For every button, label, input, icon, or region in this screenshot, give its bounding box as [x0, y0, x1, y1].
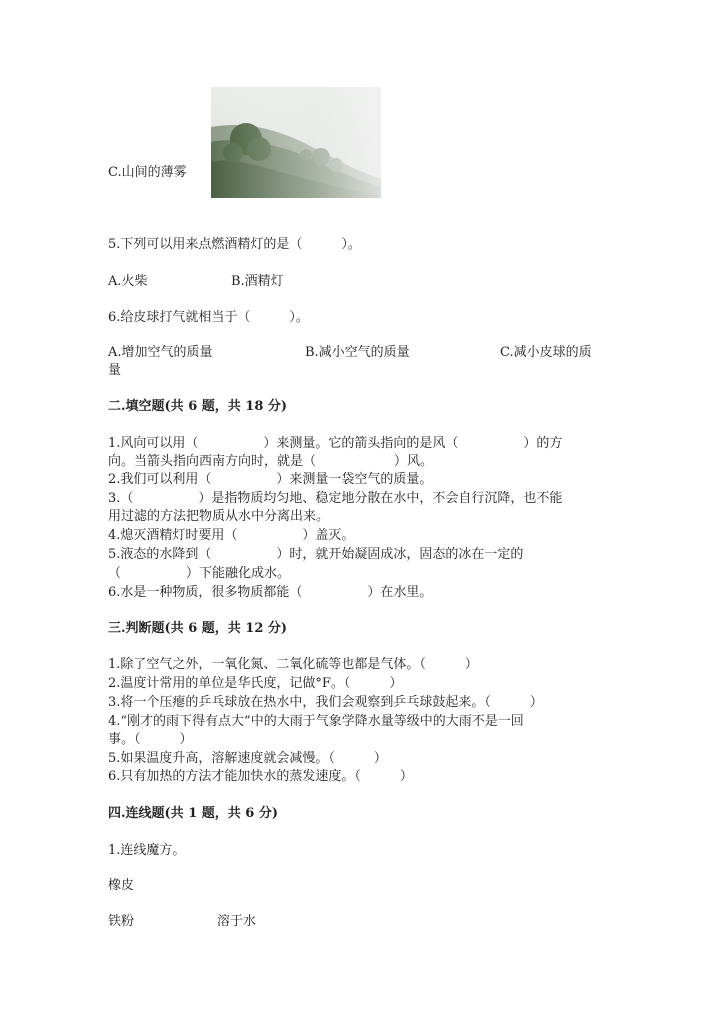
mist-photo-image — [211, 87, 381, 198]
s2-line: 6.水是一种物质，很多物质都能（ ）在水里。 — [108, 585, 433, 600]
mist-photo — [211, 87, 381, 198]
s3-line: 4.“刚才的雨下得有点大”中的大雨于气象学降水量等级中的大雨不是一回 — [108, 714, 524, 729]
section-4-title: 四.连线题(共 1 题，共 6 分) — [108, 806, 279, 821]
q5-option-b: B.酒精灯 — [231, 274, 284, 289]
s3-line: 事。（ ） — [108, 732, 193, 747]
q6-option-c: C.减小皮球的质 — [500, 345, 592, 360]
question-6: 6.给皮球打气就相当于（ ）。 — [108, 310, 309, 325]
match-item-iron-powder: 铁粉 — [108, 914, 135, 929]
q5-option-a: A.火柴 — [108, 274, 148, 289]
q6-option-c-continued: 量 — [108, 363, 122, 378]
s2-line: 向。当箭头指向西南方向时，就是（ ）风。 — [108, 454, 434, 469]
s2-line: 3.（ ）是指物质均匀地、稳定地分散在水中，不会自行沉降，也不能 — [108, 491, 563, 506]
match-target-dissolves: 溶于水 — [217, 914, 257, 929]
s2-line: 1.风向可以用（ ）来测量。它的箭头指向的是风（ ）的方 — [108, 436, 563, 451]
q6-option-a: A.增加空气的质量 — [108, 345, 213, 360]
s3-line: 1.除了空气之外，一氧化氮、二氧化硫等也都是气体。（ ） — [108, 657, 478, 672]
section-3-title: 三.判断题(共 6 题，共 12 分) — [108, 621, 288, 636]
s3-line: 3.将一个压瘪的乒乓球放在热水中，我们会观察到乒乓球鼓起来。（ ） — [108, 695, 543, 710]
s3-line: 2.温度计常用的单位是华氏度，记做°F。（ ） — [108, 676, 403, 691]
s2-line: 5.液态的水降到（ ）时，就开始凝固成冰，固态的冰在一定的 — [108, 547, 524, 562]
s3-line: 6.只有加热的方法才能加快水的蒸发速度。（ ） — [108, 769, 413, 784]
question-5: 5.下列可以用来点燃酒精灯的是（ ）。 — [108, 237, 361, 252]
s4-question-1: 1.连线魔方。 — [108, 843, 186, 858]
s2-line: 用过滤的方法把物质从水中分离出来。 — [108, 509, 330, 524]
option-c-mist: C.山间的薄雾 — [108, 165, 187, 180]
s3-line: 5.如果温度升高，溶解速度就会减慢。（ ） — [108, 751, 387, 766]
s2-line: 4.熄灭酒精灯时要用（ ）盖灭。 — [108, 528, 355, 543]
section-2-title: 二.填空题(共 6 题，共 18 分) — [108, 399, 288, 414]
q6-option-b: B.减小空气的质量 — [305, 345, 410, 360]
s2-line: 2.我们可以利用（ ）来测量一袋空气的质量。 — [108, 472, 433, 487]
match-item-eraser: 橡皮 — [108, 878, 135, 893]
s2-line: （ ）下能融化成水。 — [108, 566, 291, 581]
